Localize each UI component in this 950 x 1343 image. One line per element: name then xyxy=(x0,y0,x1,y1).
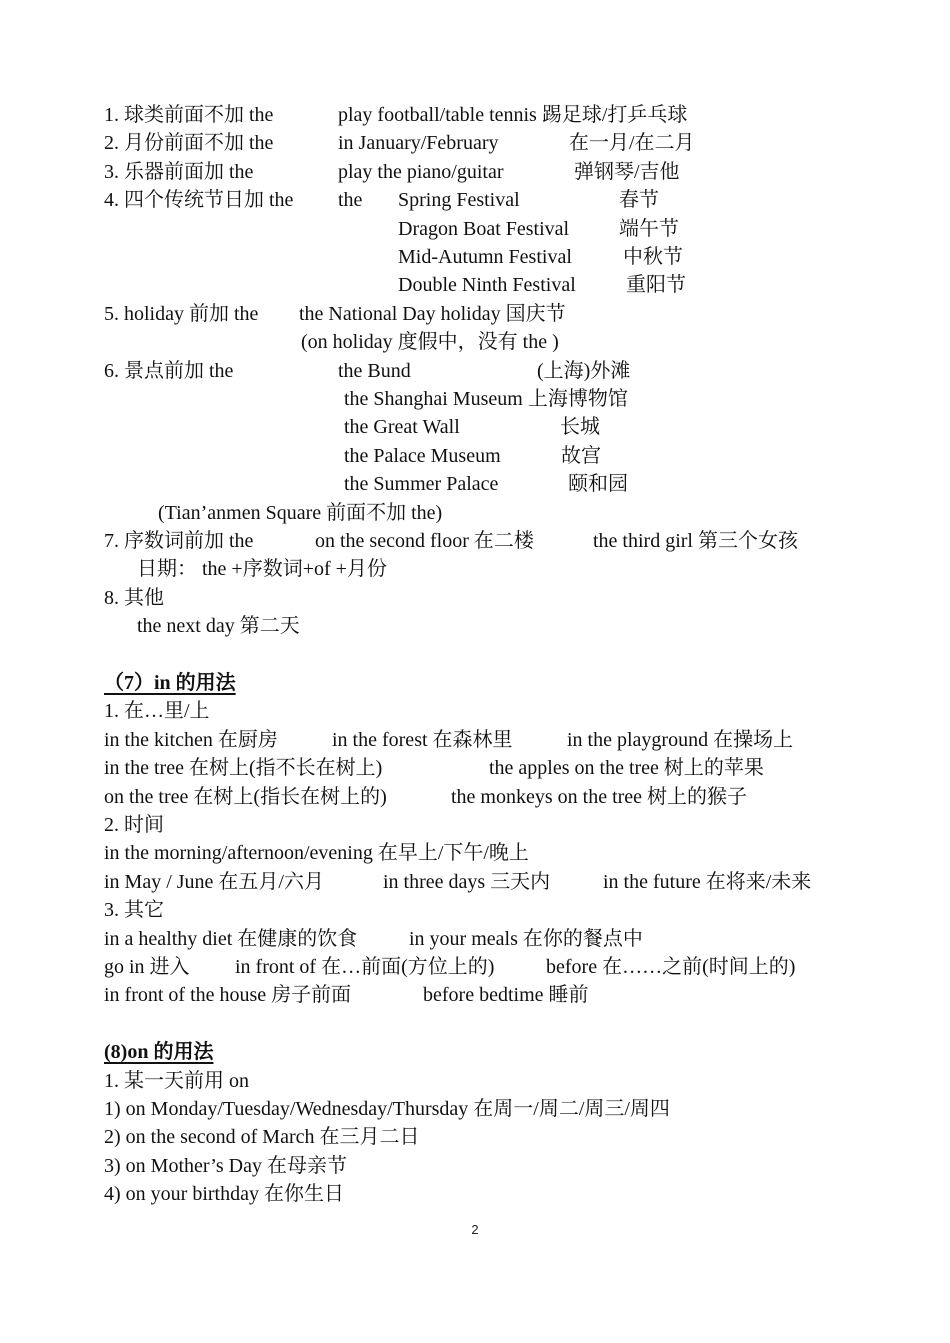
text-line xyxy=(0,470,950,498)
text-segment: Mid-Autumn Festival xyxy=(398,246,572,268)
text-segment: 春节 xyxy=(619,189,659,212)
text-segment: the third girl 第三个女孩 xyxy=(593,530,798,552)
text-segment: 7. 序数词前加 the xyxy=(104,530,254,552)
text-segment: 1) on Monday/Tuesday/Wednesday/Thursday 在周一/周二/周三/周四 xyxy=(104,1098,670,1120)
text-segment: 5. holiday 前加 the xyxy=(104,302,259,325)
text-segment: 2. 月份前面不加 the xyxy=(104,132,274,155)
text-line xyxy=(0,783,950,811)
text-segment: the National Day holiday 国庆节 xyxy=(299,302,566,325)
text-segment: 8. 其他 xyxy=(104,586,164,609)
heading-text: （7）in 的用法 xyxy=(104,672,236,694)
text-segment: in the tree 在树上(指不长在树上) xyxy=(104,757,383,780)
text-line xyxy=(0,215,950,243)
text-segment: the next day 第二天 xyxy=(137,615,300,638)
text-segment: in the kitchen 在厨房 xyxy=(104,728,278,751)
text-line xyxy=(0,754,950,782)
text-segment: play the piano/guitar xyxy=(338,160,504,183)
text-segment: 1. 球类前面不加 the xyxy=(104,104,274,126)
text-segment: in three days 三天内 xyxy=(383,870,551,893)
text-segment: in front of 在…前面(方位上的) xyxy=(235,956,495,978)
text-line xyxy=(0,158,950,186)
text-segment: 6. 景点前加 the xyxy=(104,359,234,382)
text-line xyxy=(0,499,950,527)
text-line xyxy=(0,300,950,328)
text-segment: Dragon Boat Festival xyxy=(398,217,570,240)
text-segment: in the forest 在森林里 xyxy=(332,728,513,751)
text-segment: 2. 时间 xyxy=(104,814,164,836)
text-segment: 弹钢琴/吉他 xyxy=(574,160,680,183)
text-segment: in your meals 在你的餐点中 xyxy=(409,927,643,950)
text-line xyxy=(0,357,950,385)
text-segment: play football/table tennis 踢足球/打乒乓球 xyxy=(338,104,688,126)
text-line xyxy=(0,555,950,583)
text-segment: the Shanghai Museum 上海博物馆 xyxy=(344,388,628,410)
text-line xyxy=(0,1180,950,1208)
text-segment: before 在……之前(时间上的) xyxy=(546,956,796,978)
text-segment: 故宫 xyxy=(561,444,601,467)
text-segment: the Great Wall xyxy=(344,416,460,439)
text-segment: 3) on Mother’s Day 在母亲节 xyxy=(104,1154,347,1177)
text-segment: 4. 四个传统节日加 the xyxy=(104,189,294,212)
text-segment: in January/February xyxy=(338,132,499,155)
text-segment: in the morning/afternoon/evening 在早上/下午/晚上 xyxy=(104,842,529,865)
text-segment: go in 进入 xyxy=(104,956,190,978)
text-line xyxy=(0,896,950,924)
text-segment: the Palace Museum xyxy=(344,444,501,467)
text-line xyxy=(0,413,950,441)
text-segment: (Tian’anmen Square 前面不加 the) xyxy=(158,501,443,524)
text-segment: 颐和园 xyxy=(568,473,628,496)
text-segment: in the future 在将来/未来 xyxy=(603,870,812,893)
text-line xyxy=(0,1123,950,1151)
text-segment: 4) on your birthday 在你生日 xyxy=(104,1183,344,1206)
text-segment: 长城 xyxy=(560,416,600,439)
text-segment: the monkeys on the tree 树上的猴子 xyxy=(451,785,748,808)
text-segment: in front of the house 房子前面 xyxy=(104,984,352,1007)
text-segment: 在一月/在二月 xyxy=(569,132,695,155)
text-line xyxy=(0,129,950,157)
text-segment: 2) on the second of March 在三月二日 xyxy=(104,1126,420,1149)
text-line xyxy=(0,527,950,555)
text-line xyxy=(0,328,950,356)
text-segment: in the playground 在操场上 xyxy=(567,728,794,751)
text-line xyxy=(0,271,950,299)
text-segment: the Summer Palace xyxy=(344,473,499,496)
text-segment: 端午节 xyxy=(619,217,679,240)
text-segment: in a healthy diet 在健康的饮食 xyxy=(104,927,358,950)
text-segment: Double Ninth Festival xyxy=(398,274,576,297)
heading-text: (8)on 的用法 xyxy=(104,1041,214,1064)
text-line xyxy=(0,385,950,413)
text-line xyxy=(0,953,950,981)
text-segment: 中秋节 xyxy=(623,246,683,268)
text-segment: in May / June 在五月/六月 xyxy=(104,870,324,893)
text-segment: on the second floor 在二楼 xyxy=(315,530,534,552)
text-segment: before bedtime 睡前 xyxy=(423,984,589,1007)
text-line xyxy=(0,442,950,470)
section-heading-on xyxy=(0,1038,950,1066)
text-segment: 日期： the +序数词+of +月份 xyxy=(137,558,387,581)
text-line xyxy=(0,243,950,271)
text-line xyxy=(0,811,950,839)
text-segment: (上海)外滩 xyxy=(537,359,631,382)
text-line xyxy=(0,612,950,640)
text-segment: the xyxy=(338,189,363,212)
text-segment: (on holiday 度假中，没有 the ) xyxy=(301,331,559,354)
text-line xyxy=(0,981,950,1009)
text-line xyxy=(0,925,950,953)
text-segment: the apples on the tree 树上的苹果 xyxy=(489,757,764,780)
text-line xyxy=(0,868,950,896)
text-line xyxy=(0,186,950,214)
text-segment: 1. 在…里/上 xyxy=(104,700,210,723)
text-line xyxy=(0,1152,950,1180)
text-segment: Spring Festival xyxy=(398,189,520,212)
text-line xyxy=(0,697,950,725)
section-heading-in xyxy=(0,669,950,697)
text-line xyxy=(0,839,950,867)
text-segment: 3. 乐器前面加 the xyxy=(104,160,254,183)
text-segment: the Bund xyxy=(338,359,411,382)
text-line xyxy=(0,726,950,754)
text-segment: on the tree 在树上(指长在树上的) xyxy=(104,785,387,808)
text-line xyxy=(0,1067,950,1095)
text-segment: 1. 某一天前用 on xyxy=(104,1069,249,1092)
page-number: 2 xyxy=(471,1222,479,1237)
text-line xyxy=(0,101,950,129)
text-line xyxy=(0,1095,950,1123)
text-segment: 3. 其它 xyxy=(104,899,164,922)
text-segment: 重阳节 xyxy=(626,274,686,297)
text-line xyxy=(0,584,950,612)
